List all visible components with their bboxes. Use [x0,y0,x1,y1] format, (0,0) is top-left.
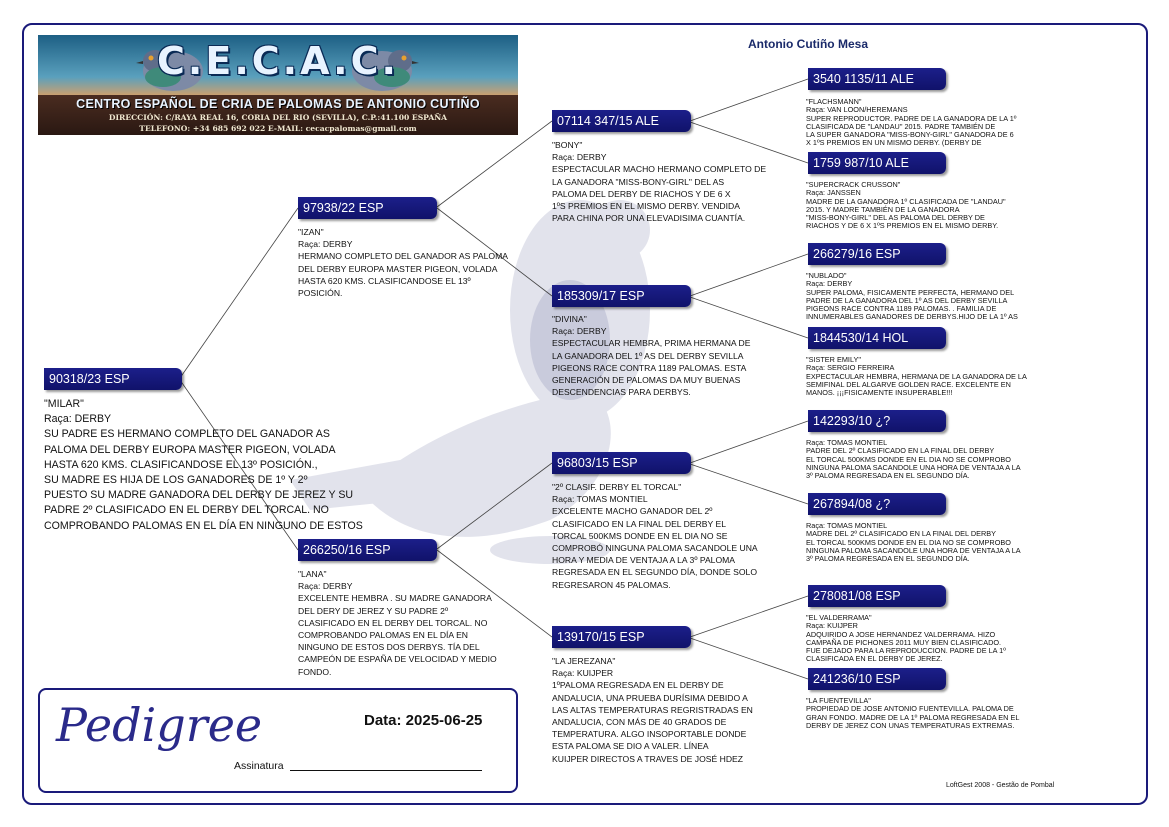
subject-line: HASTA 620 KMS. CLASIFICANDOSE EL 13º POSICIÓN., [44,458,318,471]
pedigree-signature-box [38,688,518,793]
gen4-line: Raça: VAN LOON/HEREMANS [806,105,908,115]
gen3-line: TORCAL 500KMS DONDE EN EL DIA NO SE [552,530,728,541]
subject-description [44,397,363,534]
dam-line: FONDO. [298,666,332,677]
gen4-line: FUE DEJADO PARA LA REPRODUCCION. PADRE DE LA 1º [806,646,1006,656]
gen3-line: DESCENDENCIAS PARA DERBYS. [552,387,691,398]
gen4-line: CAMPAÑA DE PICHONES 2011 MUY BIEN CLASIFICADO. [806,637,1002,647]
gen3-line: Raça: KUIJPER [552,668,614,679]
gen4-line: PROPIEDAD DE JOSE ANTONIO FUENTEVILLA. PALOMA DE [806,704,1014,714]
gen3-line: "2º CLASIF. DERBY EL TORCAL" [552,482,682,492]
gen3-line: PIGEONS RACE CONTRA 1189 PALOMAS. ESTA [552,362,747,373]
subject-ring[interactable]: 90318/23 ESP [44,368,182,390]
granddam-paternal-description [552,313,751,398]
gen4-ring-4[interactable]: 1844530/14 HOL [808,327,946,349]
gen3-line: 1ºS PREMIOS EN EL MISMO DERBY. VENDIDA [552,201,740,212]
gen3-line: CLASIFICADO EN LA FINAL DEL DERBY EL [552,518,727,529]
gen4-description-7 [806,614,1006,664]
gen4-line: ADQUIRIDO A JOSE HERNANDEZ VALDERRAMA. HIZO [806,629,996,639]
granddam-paternal-ring[interactable]: 185309/17 ESP [552,285,691,307]
gen3-line: EXCELENTE MACHO GANADOR DEL 2º [552,506,713,517]
sire-line: "IZAN" [298,227,324,237]
subject-line: COMPROBANDO PALOMAS EN EL DÍA EN NINGUNO DE ESTOS [44,519,363,532]
subject-line: PALOMA DEL DERBY EUROPA MASTER PIGEON, VOLADA [44,443,336,456]
grandsire-paternal-ring[interactable]: 07114 347/15 ALE [552,110,691,132]
gen3-line: LA GANADORA DEL 1º AS DEL DERBY SEVILLA [552,350,744,361]
gen4-line: "SISTER EMILY" [806,355,861,364]
gen3-line: ESPECTACULAR HEMBRA, PRIMA HERMANA DE [552,338,751,349]
gen3-line: "DIVINA" [552,314,587,324]
gen4-description-3 [806,272,1018,322]
gen4-ring-6[interactable]: 267894/08 ¿? [808,493,946,515]
gen4-line: CLASIFICADA DE "LANDAU" 2015. PADRE TAMBIÉN DE [806,121,996,131]
gen3-line: GENERACIÓN DE PALOMAS DA MUY BUENAS [552,375,741,386]
signature-label: Assinatura [234,760,284,772]
gen4-line: "NUBLADO" [806,271,847,280]
gen4-line: EL TORCAL 500KMS DONDE EN EL DIA NO SE COMPROBO [806,454,1011,464]
gen4-description-4 [806,356,1027,397]
sire-line: HASTA 620 KMS. CLASIFICANDOSE EL 13º [298,275,471,286]
gen4-ring-8[interactable]: 241236/10 ESP [808,668,946,690]
gen4-line: "FLACHSMANN" [806,97,862,106]
print-date: Data: 2025-06-25 [364,712,483,729]
gen4-line: Raça: SERGIO FERREIRA [806,363,895,373]
gen4-line: Raça: KUIJPER [806,621,858,631]
subject-line: Raça: DERBY [44,413,112,426]
gen3-line: "LA JEREZANA" [552,656,616,666]
gen4-line: NINGUNA PALOMA SACANDOLE UNA HORA DE VENTAJA A LA [806,545,1021,555]
gen4-ring-2[interactable]: 1759 987/10 ALE [808,152,946,174]
gen4-line: "SUPERCRACK CRUSSON" [806,180,901,189]
banner-contact: TELEFONO: +34 685 692 022 E-MAIL: cecacpalomas@gmail.com [139,124,417,133]
gen3-line: KUIJPER DIRECTOS A TRAVES DE JOSÉ HDEZ [552,753,744,764]
dam-ring[interactable]: 266250/16 ESP [298,539,437,561]
gen4-line: DERBY DE JEREZ CON UNAS TEMPERATURAS EXTREMAS. [806,720,1015,730]
gen3-line: REGRESADA EN EL SEGUNDO DÍA, DONDE SOLO [552,567,758,578]
banner-subtitle: CENTRO ESPAÑOL DE CRIA DE PALOMAS DE ANTONIO CUTIÑO [76,97,480,111]
pedigree-logo: Pedigree [56,698,263,752]
gen4-ring-3[interactable]: 266279/16 ESP [808,243,946,265]
gen3-line: LA GANADORA "MISS-BONY-GIRL" DEL AS [552,176,725,187]
subject-line: PUESTO SU MADRE GANADORA DEL DERBY DE JEREZ Y SU [44,489,354,502]
gen4-ring-7[interactable]: 278081/08 ESP [808,585,946,607]
gen4-line: "LA FUENTEVILLA" [806,696,871,705]
gen3-line: Raça: DERBY [552,152,607,163]
gen4-line: EL TORCAL 500KMS DONDE EN EL DIA NO SE COMPROBO [806,537,1011,547]
gen4-line: GRAN FONDO. MADRE DE LA 1º PALOMA REGRESADA EN EL [806,712,1020,722]
gen3-line: "BONY" [552,140,583,150]
gen4-line: 3º PALOMA REGRESADA EN EL SEGUNDO DÍA. [806,554,970,564]
subject-line: PADRE 2º CLASIFICADO EN EL DERBY DEL TORCAL. NO [44,504,329,517]
dam-line: CAMPEÓN DE ESPAÑA DE VELOCIDAD Y MEDIO [298,654,497,665]
signature-line[interactable] [290,770,482,771]
granddam-maternal-description [552,655,753,765]
gen4-line: "EL VALDERRAMA" [806,613,872,622]
dam-line: DEL DERY DE JEREZ Y SU PADRE 2º [298,605,449,616]
gen3-line: ESTA PALOMA SE DIO A VALER. LÍNEA [552,741,709,752]
grandsire-maternal-description [552,481,758,591]
gen4-description-1 [806,98,1016,148]
dam-line: "LANA" [298,569,327,579]
gen4-line: "MISS-BONY-GIRL" DEL AS PALOMA DEL DERBY DE [806,213,985,223]
gen3-line: 1ºPALOMA REGRESADA EN EL DERBY DE [552,680,724,691]
gen3-line: LAS ALTAS TEMPERATURAS REGRISTRADAS EN [552,704,753,715]
gen4-line: MADRE DEL 2º CLASIFICADO EN LA FINAL DEL DERBY [806,529,997,539]
software-credit: LoftGest 2008 - Gestão de Pombal [946,782,1055,789]
gen3-line: Raça: TOMAS MONTIEL [552,494,648,505]
gen4-line: SUPER PALOMA, FISICAMENTE PERFECTA, HERMANO DEL [806,287,1015,297]
gen4-line: NINGUNA PALOMA SACANDOLE UNA HORA DE VENTAJA A LA [806,462,1021,472]
gen4-line: RIACHOS Y DE 6 X 1ºS PREMIOS EN EL MISMO DERBY. [806,221,999,231]
gen4-line: 2015. Y MADRE TAMBIÉN DE LA GANADORA [806,204,960,214]
gen4-description-6 [806,522,1021,563]
gen4-ring-1[interactable]: 3540 1135/11 ALE [808,68,946,90]
gen4-line: SUPER REPRODUCTOR. PADRE DE LA GANADORA DE LA 1º [806,113,1017,123]
club-banner [38,35,518,135]
sire-description [298,226,508,299]
gen4-line: PIGEONS RACE CONTRA 1189 PALOMAS. . FAMILIA DE [806,304,997,314]
gen4-line: Raça: DERBY [806,279,853,289]
grandsire-maternal-ring[interactable]: 96803/15 ESP [552,452,691,474]
dam-line: EXCELENTE HEMBRA . SU MADRE GANADORA [298,593,492,604]
gen4-line: X 1ºS PREMIOS EN UN MISMO DERBY. (DERBY DE [806,138,982,148]
subject-line: SU MADRE ES HIJA DE LOS GANADORES DE 1º Y 2º [44,474,308,487]
gen3-line: PALOMA DEL DERBY DE RIACHOS Y DE 6 X [552,188,731,199]
gen3-line: HORA Y MEDIA DE VENTAJA A LA 3º PALOMA [552,555,736,566]
gen3-line: COMPROBÓ NINGUNA PALOMA SACANDOLE UNA [552,543,758,554]
dam-description [298,568,497,678]
dam-line: COMPROBANDO PALOMAS EN EL DÍA EN [298,630,469,641]
sire-line: Raça: DERBY [298,239,353,250]
sire-line: POSICIÓN. [298,288,343,299]
gen4-line: 3º PALOMA REGRESADA EN EL SEGUNDO DÍA. [806,471,970,481]
gen4-line: INNUMERABLES GANADORES DE DERBYS.HIJO DE LA 1º AS [806,312,1018,322]
gen3-line: ANDALUCIA, CON MÁS DE 40 GRADOS DE [552,717,727,728]
gen4-line: PADRE DEL 2º CLASIFICADO EN LA FINAL DEL DERBY [806,446,995,456]
gen4-line: Raça: TOMAS MONTIEL [806,521,888,530]
banner-address: DIRECCIÓN: C/RAYA REAL 16, CORIA DEL RIO (SEVILLA), C.P.:41.100 ESPAÑA [108,113,448,122]
gen4-line: CLASIFICADA EN EL DERBY DE JEREZ. [806,654,943,664]
gen4-line: PADRE DE LA GANADORA DEL 1º AS DEL DERBY SEVILLA [806,295,1008,305]
sire-ring[interactable]: 97938/22 ESP [298,197,437,219]
dam-line: Raça: DERBY [298,581,353,592]
gen3-line: ESPECTACULAR MACHO HERMANO COMPLETO DE [552,164,767,175]
sire-line: HERMANO COMPLETO DEL GANADOR AS PALOMA [298,251,508,262]
granddam-maternal-ring[interactable]: 139170/15 ESP [552,626,691,648]
gen4-line: SEMIFINAL DEL ALGARVE GOLDEN RACE. EXCELENTE EN [806,379,1011,389]
gen4-line: Raça: JANSSEN [806,188,861,198]
gen3-line: PARA CHINA POR UNA ELEVADISIMA CUANTÍA. [552,213,746,224]
gen4-description-8 [806,697,1019,730]
gen3-line: ANDALUCIA, UNA PRUEBA DURÍSIMA DEBIDO A [552,692,748,703]
gen4-description-2 [806,181,1006,231]
dam-line: CLASIFICADO EN EL DERBY DEL TORCAL. NO [298,617,488,628]
banner-title: C.E.C.A.C. [157,39,399,83]
gen4-line: Raça: TOMAS MONTIEL [806,438,888,447]
dam-line: NINGUNO DE ESTOS DOS DERBYS. TÍA DEL [298,642,480,653]
gen4-line: MANOS. ¡¡¡FISICAMENTE INSUPERABLE!!! [806,388,953,398]
gen4-line: MADRE DE LA GANADORA 1º CLASIFICADA DE "LANDAU" [806,196,1006,206]
grandsire-paternal-description [552,139,766,224]
gen4-ring-5[interactable]: 142293/10 ¿? [808,410,946,432]
sire-line: DEL DERBY EUROPA MASTER PIGEON, VOLADA [298,263,498,274]
gen3-line: Raça: DERBY [552,326,607,337]
owner-name: Antonio Cutiño Mesa [748,37,868,51]
gen3-line: TEMPERATURA. ALGO INSOPORTABLE DONDE [552,729,747,740]
subject-line: SU PADRE ES HERMANO COMPLETO DEL GANADOR AS [44,428,330,441]
gen3-line: REGRESARON 45 PALOMAS. [552,579,671,590]
gen4-line: EXPECTACULAR HEMBRA, HERMANA DE LA GANADORA DE LA [806,371,1027,381]
subject-line: "MILAR" [44,398,84,410]
gen4-line: LA SUPER GANADORA "MISS-BONY-GIRL" GANADORA DE 6 [806,130,1014,140]
gen4-description-5 [806,439,1021,480]
